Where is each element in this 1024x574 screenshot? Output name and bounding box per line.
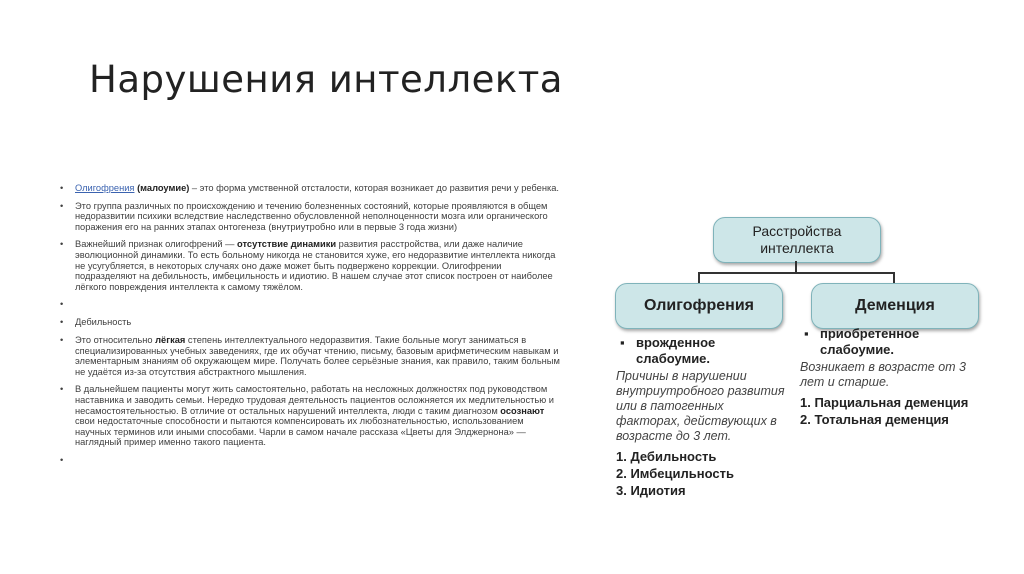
dementia-details [800, 326, 980, 428]
oligophrenia-details [616, 335, 786, 499]
oligophrenia-note: Причины в нарушении внутриутробного развития или в патогенных факторах, действующих в возрасте до 3 лет. [616, 369, 785, 443]
bullet-key-sign [60, 239, 560, 292]
list-item: 2. Имбецильность [616, 466, 734, 481]
bullet-dot: • [60, 239, 64, 250]
bullet-dot: • [60, 183, 64, 193]
bullet-text: Важнейший признак олигофрений — [75, 239, 238, 250]
oligophrenia-link[interactable]: Олигофрения [75, 183, 135, 193]
list-item: 1. Дебильность [616, 449, 717, 464]
dementia-note: Возникает в возрасте от 3 лет и старше. [800, 360, 966, 389]
bullet-square-icon: ▪ [620, 335, 625, 350]
bullet-light-degree [60, 335, 560, 377]
bullet-text: степень интеллектуального недоразвития. Такие больные могут заниматься в специализированных учебных заведениях, где их обучат чтению, письму, базовым арифметическим навыкам и элементарным знаниям об окружающем мире. Получать более серьёзные знания, как правило, таким больным не удаётся из-за отсутствия абстрактного мышления. [75, 334, 560, 377]
bullet-dot: • [60, 454, 64, 465]
bullet-dot: • [60, 334, 64, 345]
bullet-text: В дальнейшем пациенты могут жить самостоятельно, работать на несложных должностях под руководством наставника и заводить семьи. Нередко трудовая деятельность пациентов осложняется их медлительностью и несамостоятельностью. В отличие от остальных нарушений интеллекта, люди с таким диагнозом [75, 384, 554, 416]
oligophrenia-point-text: врожденное слабоумие. [636, 335, 716, 366]
connector-left [698, 272, 700, 283]
bullet-text: развития расстройства, или даже наличие эволюционной динамики. То есть больному никогда не становится хуже, его недоразвитие интеллекта никогда не усугубляется, в некоторых случаях оно даже может быть подвержено коррекции. Олигофрении подразделяют на дебильность, имбецильность и идиотию. В нашем случае этот список построен от наиболее лёгкого повреждения интеллекта к самому тяжёлом. [75, 239, 556, 292]
page-title: Нарушения интеллекта [89, 58, 563, 101]
diagram-dementia-box: Деменция [811, 283, 979, 329]
bullet-text: – это форма умственной отсталости, которая возникает до развития речи у ребенка. [189, 183, 559, 193]
bullet-text: свои недостаточные способности и пытаются компенсировать их любознательностью, использованием научных терминов или иными способами. Чарли в самом начале рассказа «Цветы для Элджернона» — наглядный пример именно такого пациента. [75, 416, 526, 448]
bullet-oligophrenia [60, 183, 560, 194]
bullet-dot: • [60, 200, 64, 211]
bullet-text: Это относительно [75, 334, 156, 345]
diagram-root-box: Расстройства интеллекта [713, 217, 881, 263]
connector-horizontal [698, 272, 894, 274]
bullet-debility [60, 317, 560, 328]
list-item: 3. Идиотия [616, 483, 686, 498]
bullet-dot: • [60, 317, 64, 328]
dementia-list [800, 394, 980, 428]
oligophrenia-list [616, 448, 786, 499]
bullet-empty [60, 299, 560, 310]
bold-term: отсутствие динамики [237, 239, 337, 250]
bullet-text: Это группа различных по происхождению и течению болезненных состояний, которые проявляются в общем недоразвитии психики вследствие наследственно обусловленной неполноценности мозга или органического поражения его на ранних этапах онтогенеза (внутриутробно или в первые 3 года жизни) [75, 200, 548, 232]
connector-right [893, 272, 895, 283]
bold-term: (малоумие) [137, 183, 190, 193]
bullet-definition [60, 201, 560, 233]
bullet-text: Дебильность [75, 317, 132, 328]
oligophrenia-point [616, 335, 786, 367]
bold-term: осознают [500, 405, 545, 416]
dementia-point [800, 326, 980, 358]
bullet-dot: • [60, 299, 64, 310]
dementia-point-text: приобретенное слабоумие. [820, 326, 920, 357]
diagram-oligophrenia-box: Олигофрения [615, 283, 783, 329]
bullet-list [60, 183, 560, 473]
bold-term: лёгкая [155, 334, 186, 345]
list-item: 2. Тотальная деменция [800, 412, 949, 427]
list-item: 1. Парциальная деменция [800, 395, 969, 410]
bullet-empty [60, 455, 560, 466]
bullet-dot: • [60, 384, 64, 395]
bullet-later-life [60, 384, 560, 448]
bullet-square-icon: ▪ [804, 326, 809, 341]
